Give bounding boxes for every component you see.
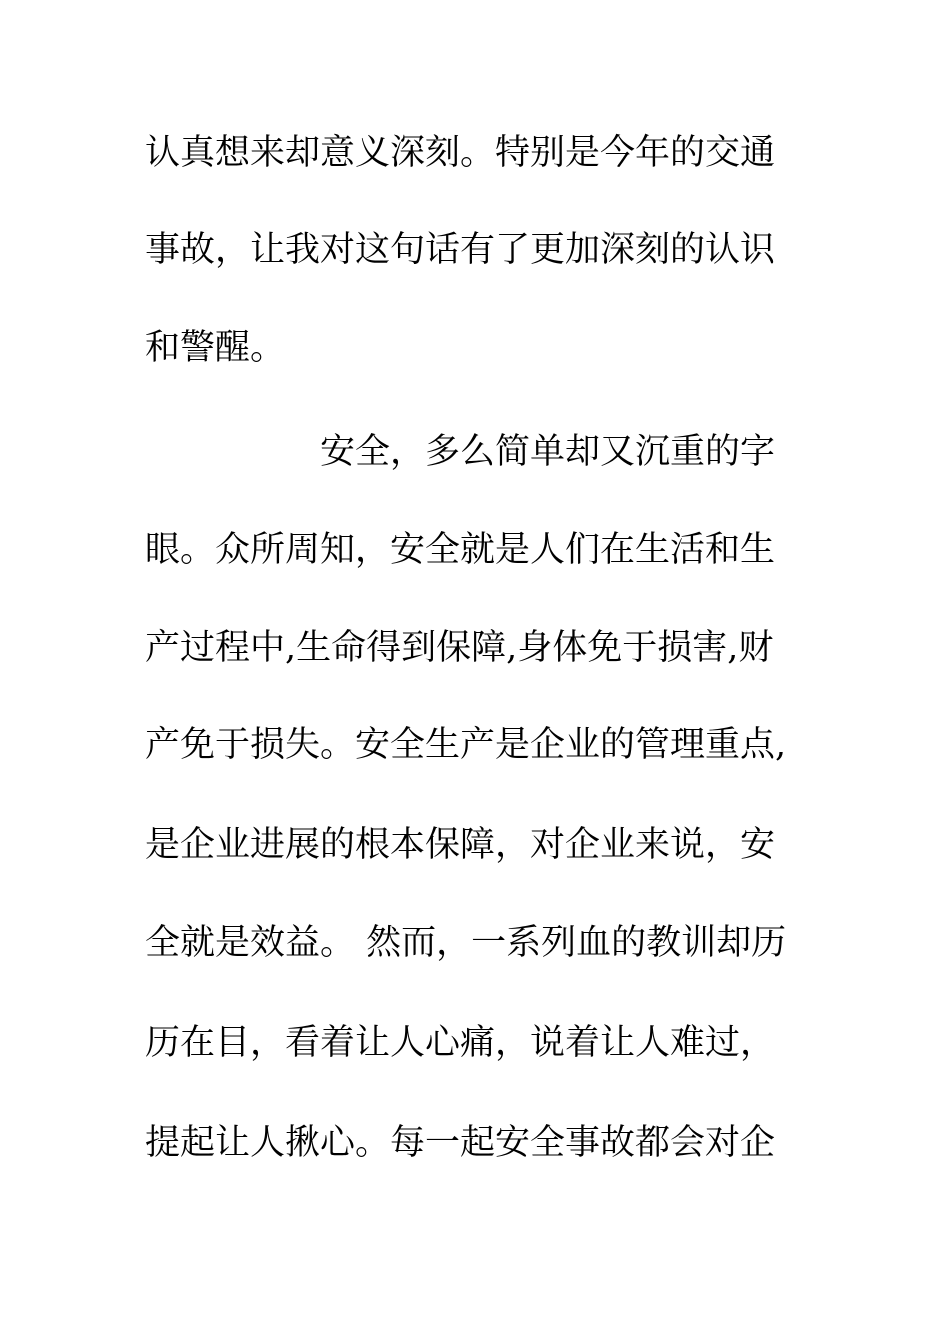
text-line: 全就是效益。 然而，一系列血的教训却历 [145, 923, 787, 963]
text-line: 是企业进展的根本保障，对企业来说，安 [145, 825, 776, 865]
text-line: 安全，多么简单却又沉重的字 [320, 432, 776, 472]
text-line: 产过程中,生命得到保障,身体免于损害,财 [145, 628, 774, 668]
text-line: 和警醒。 [145, 328, 286, 368]
text-line: 认真想来却意义深刻。特别是今年的交通 [145, 133, 776, 173]
text-line: 产免于损失。安全生产是企业的管理重点, [145, 725, 787, 765]
text-line: 眼。众所周知，安全就是人们在生活和生 [145, 530, 776, 570]
text-line: 提起让人揪心。每一起安全事故都会对企 [145, 1123, 776, 1163]
text-line: 历在目，看着让人心痛，说着让人难过， [145, 1023, 776, 1063]
text-line: 事故，让我对这句话有了更加深刻的认识 [145, 230, 776, 270]
